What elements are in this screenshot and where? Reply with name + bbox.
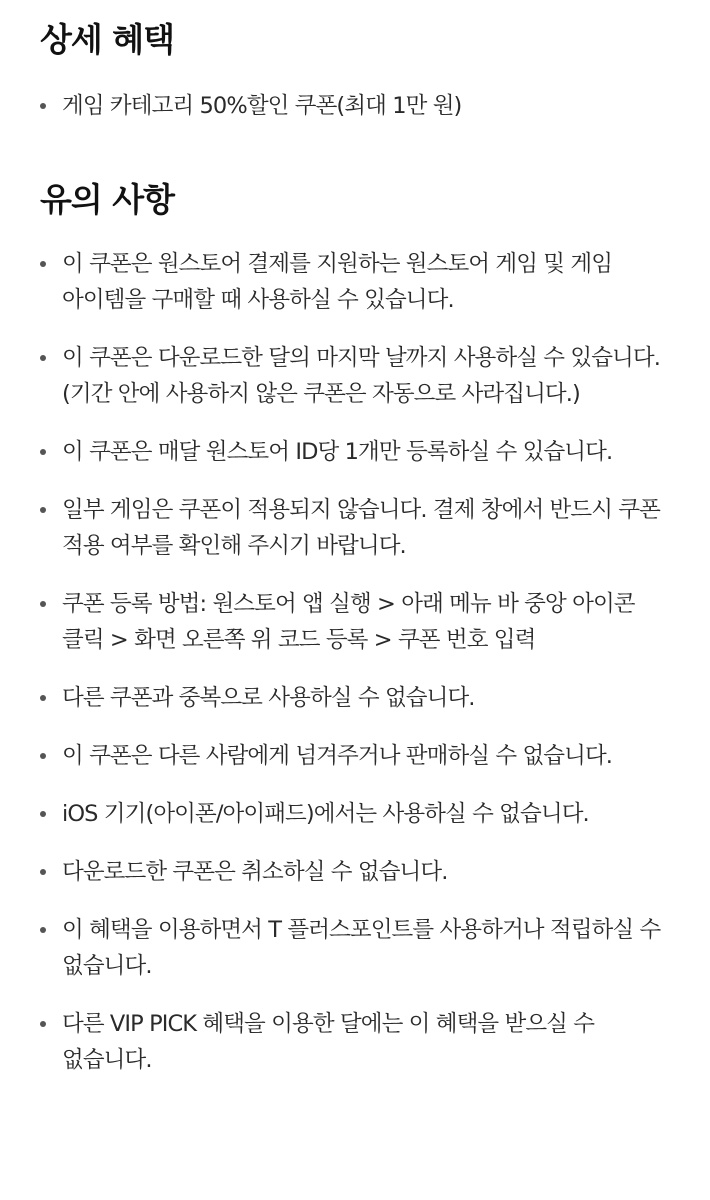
bullet-dot-icon — [40, 811, 46, 817]
list-item — [40, 738, 670, 774]
list-item — [40, 88, 670, 124]
note-item-text: 다른 쿠폰과 중복으로 사용하실 수 없습니다. — [62, 685, 475, 711]
note-item-text: 이 쿠폰은 매달 원스토어 ID당 1개만 등록하실 수 있습니다. — [62, 439, 613, 465]
note-item-text: iOS 기기(아이폰/아이패드)에서는 사용하실 수 없습니다. — [62, 801, 589, 827]
bullet-dot-icon — [40, 261, 46, 267]
notes-list — [40, 246, 670, 1078]
list-item — [40, 796, 670, 832]
bullet-dot-icon — [40, 753, 46, 759]
list-item — [40, 340, 670, 412]
list-item — [40, 854, 670, 890]
bullet-dot-icon — [40, 601, 46, 607]
list-item — [40, 1006, 670, 1078]
bullet-dot-icon — [40, 507, 46, 513]
bullet-dot-icon — [40, 1021, 46, 1027]
note-item-text: 일부 게임은 쿠폰이 적용되지 않습니다. 결제 창에서 반드시 쿠폰 적용 여부를 확인해 주시기 바랍니다. — [62, 497, 660, 559]
benefit-list — [40, 88, 670, 124]
list-item — [40, 586, 670, 658]
note-item-text: 이 혜택을 이용하면서 T 플러스포인트를 사용하거나 적립하실 수 없습니다. — [62, 917, 661, 979]
list-item — [40, 434, 670, 470]
bullet-dot-icon — [40, 449, 46, 455]
bullet-dot-icon — [40, 927, 46, 933]
notes-section-title: 유의 사항 — [40, 180, 175, 219]
note-item-text: 이 쿠폰은 다운로드한 달의 마지막 날까지 사용하실 수 있습니다.(기간 안에 사용하지 않은 쿠폰은 자동으로 사라집니다.) — [62, 345, 660, 407]
bullet-dot-icon — [40, 355, 46, 361]
note-item-text: 이 쿠폰은 원스토어 결제를 지원하는 원스토어 게임 및 게임 아이템을 구매할 때 사용하실 수 있습니다. — [62, 251, 613, 313]
note-item-text: 쿠폰 등록 방법: 원스토어 앱 실행 > 아래 메뉴 바 중앙 아이콘 클릭 > 화면 오른쪽 위 코드 등록 > 쿠폰 번호 입력 — [62, 591, 635, 653]
list-item — [40, 246, 670, 318]
note-item-text: 다른 VIP PICK 혜택을 이용한 달에는 이 혜택을 받으실 수 없습니다. — [62, 1011, 595, 1073]
list-item — [40, 912, 670, 984]
bullet-dot-icon — [40, 103, 46, 109]
note-item-text: 이 쿠폰은 다른 사람에게 넘겨주거나 판매하실 수 없습니다. — [62, 743, 613, 769]
list-item — [40, 492, 670, 564]
benefit-section-title: 상세 혜택 — [40, 20, 175, 59]
benefit-item-text: 게임 카테고리 50%할인 쿠폰(최대 1만 원) — [62, 93, 462, 119]
bullet-dot-icon — [40, 695, 46, 701]
bullet-dot-icon — [40, 869, 46, 875]
note-item-text: 다운로드한 쿠폰은 취소하실 수 없습니다. — [62, 859, 448, 885]
list-item — [40, 680, 670, 716]
